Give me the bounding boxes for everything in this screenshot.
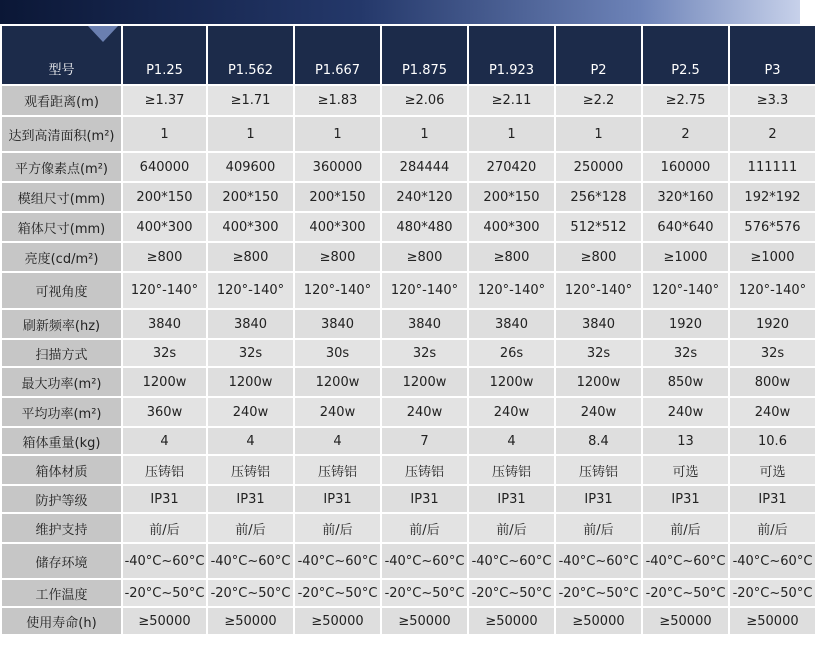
spec-value: -40°C~60°C (294, 543, 381, 579)
spec-value: 200*150 (468, 182, 555, 212)
spec-row (1, 212, 816, 242)
spec-value: 3840 (555, 309, 642, 339)
model-header: P1.562 (207, 25, 294, 85)
spec-value: 32s (642, 339, 729, 367)
spec-value: 1200w (122, 367, 207, 397)
spec-value: 240*120 (381, 182, 468, 212)
spec-value: ≥50000 (729, 607, 816, 635)
spec-value: ≥50000 (294, 607, 381, 635)
spec-value: 512*512 (555, 212, 642, 242)
spec-value: 1 (555, 116, 642, 152)
spec-value: ≥50000 (468, 607, 555, 635)
spec-value: ≥2.11 (468, 85, 555, 116)
spec-value: -20°C~50°C (294, 579, 381, 607)
spec-value: IP31 (294, 485, 381, 513)
spec-value: 3840 (122, 309, 207, 339)
model-header: P2 (555, 25, 642, 85)
spec-value: 1 (468, 116, 555, 152)
spec-label: 扫描方式 (1, 339, 122, 367)
spec-value: -40°C~60°C (468, 543, 555, 579)
spec-value: 111111 (729, 152, 816, 182)
top-gradient-band (0, 0, 800, 24)
spec-label: 维护支持 (1, 513, 122, 543)
spec-label: 防护等级 (1, 485, 122, 513)
spec-row (1, 272, 816, 309)
spec-row (1, 607, 816, 635)
spec-value: IP31 (381, 485, 468, 513)
spec-value: ≥800 (381, 242, 468, 272)
spec-row (1, 513, 816, 543)
spec-value: 576*576 (729, 212, 816, 242)
spec-value: ≥1000 (642, 242, 729, 272)
spec-value: -40°C~60°C (122, 543, 207, 579)
spec-value: ≥50000 (642, 607, 729, 635)
spec-value: ≥800 (207, 242, 294, 272)
spec-label: 储存环境 (1, 543, 122, 579)
spec-label: 可视角度 (1, 272, 122, 309)
spec-value: 120°-140° (207, 272, 294, 309)
spec-value: 850w (642, 367, 729, 397)
spec-value: 250000 (555, 152, 642, 182)
spec-value: 120°-140° (381, 272, 468, 309)
spec-value: -40°C~60°C (381, 543, 468, 579)
spec-value: 360000 (294, 152, 381, 182)
spec-row (1, 116, 816, 152)
spec-value: ≥50000 (122, 607, 207, 635)
spec-value: ≥50000 (381, 607, 468, 635)
spec-value: 8.4 (555, 427, 642, 455)
spec-value: 前/后 (642, 513, 729, 543)
spec-label: 达到高清面积(m²) (1, 116, 122, 152)
spec-label: 模组尺寸(mm) (1, 182, 122, 212)
spec-value: 2 (729, 116, 816, 152)
spec-value: IP31 (555, 485, 642, 513)
spec-row (1, 579, 816, 607)
spec-value: 1200w (555, 367, 642, 397)
spec-label: 箱体尺寸(mm) (1, 212, 122, 242)
spec-value: 压铸铝 (294, 455, 381, 485)
spec-value: -20°C~50°C (642, 579, 729, 607)
model-header: P1.923 (468, 25, 555, 85)
spec-value: 前/后 (555, 513, 642, 543)
spec-row (1, 242, 816, 272)
spec-value: 240w (642, 397, 729, 427)
model-header: P1.667 (294, 25, 381, 85)
spec-label: 亮度(cd/m²) (1, 242, 122, 272)
spec-value: 160000 (642, 152, 729, 182)
spec-value: 120°-140° (555, 272, 642, 309)
spec-value: 10.6 (729, 427, 816, 455)
header-notch-arrow (88, 26, 118, 42)
spec-value: 284444 (381, 152, 468, 182)
spec-value: 压铸铝 (207, 455, 294, 485)
spec-value: 270420 (468, 152, 555, 182)
spec-value: 120°-140° (642, 272, 729, 309)
spec-value: 压铸铝 (122, 455, 207, 485)
spec-value: 前/后 (294, 513, 381, 543)
spec-value: 前/后 (468, 513, 555, 543)
spec-value: 400*300 (294, 212, 381, 242)
spec-value: 1 (381, 116, 468, 152)
spec-value: ≥800 (468, 242, 555, 272)
spec-value: 480*480 (381, 212, 468, 242)
header-label-cell (1, 25, 122, 85)
spec-value: 前/后 (729, 513, 816, 543)
spec-value: 400*300 (468, 212, 555, 242)
spec-value: 200*150 (122, 182, 207, 212)
spec-value: IP31 (207, 485, 294, 513)
spec-value: 32s (381, 339, 468, 367)
spec-value: 13 (642, 427, 729, 455)
spec-label: 箱体材质 (1, 455, 122, 485)
spec-value: ≥1.37 (122, 85, 207, 116)
spec-value: 640000 (122, 152, 207, 182)
spec-value: ≥50000 (207, 607, 294, 635)
header-label: 型号 (48, 63, 75, 78)
spec-value: ≥2.06 (381, 85, 468, 116)
spec-value: -20°C~50°C (729, 579, 816, 607)
spec-value: ≥800 (294, 242, 381, 272)
spec-value: -40°C~60°C (642, 543, 729, 579)
spec-value: 压铸铝 (468, 455, 555, 485)
spec-value: 可选 (642, 455, 729, 485)
spec-value: 120°-140° (294, 272, 381, 309)
spec-value: 1 (294, 116, 381, 152)
spec-row (1, 485, 816, 513)
spec-value: 26s (468, 339, 555, 367)
spec-value: 1920 (729, 309, 816, 339)
spec-value: 120°-140° (122, 272, 207, 309)
spec-value: 3840 (294, 309, 381, 339)
spec-value: -40°C~60°C (207, 543, 294, 579)
spec-row (1, 182, 816, 212)
spec-value: 800w (729, 367, 816, 397)
spec-value: ≥1.83 (294, 85, 381, 116)
spec-value: ≥800 (555, 242, 642, 272)
spec-label: 工作温度 (1, 579, 122, 607)
spec-value: 120°-140° (468, 272, 555, 309)
spec-value: -20°C~50°C (381, 579, 468, 607)
spec-value: 前/后 (207, 513, 294, 543)
spec-value: ≥2.75 (642, 85, 729, 116)
spec-value: ≥50000 (555, 607, 642, 635)
spec-value: 1200w (294, 367, 381, 397)
spec-value: 240w (294, 397, 381, 427)
spec-value: 240w (468, 397, 555, 427)
spec-value: ≥1000 (729, 242, 816, 272)
spec-label: 箱体重量(kg) (1, 427, 122, 455)
spec-value: IP31 (468, 485, 555, 513)
spec-value: 32s (729, 339, 816, 367)
spec-value: 3840 (468, 309, 555, 339)
spec-value: 200*150 (207, 182, 294, 212)
spec-value: 400*300 (207, 212, 294, 242)
spec-label: 平均功率(m²) (1, 397, 122, 427)
spec-value: 240w (207, 397, 294, 427)
spec-value: 1200w (468, 367, 555, 397)
spec-row (1, 397, 816, 427)
model-header: P2.5 (642, 25, 729, 85)
spec-value: 1 (207, 116, 294, 152)
spec-label: 使用寿命(h) (1, 607, 122, 635)
spec-row (1, 85, 816, 116)
model-header: P1.25 (122, 25, 207, 85)
spec-table (0, 24, 817, 636)
spec-value: IP31 (729, 485, 816, 513)
spec-value: 4 (207, 427, 294, 455)
spec-value: 1200w (381, 367, 468, 397)
spec-label: 最大功率(m²) (1, 367, 122, 397)
spec-value: 400*300 (122, 212, 207, 242)
spec-value: -40°C~60°C (555, 543, 642, 579)
spec-value: IP31 (122, 485, 207, 513)
spec-value: 前/后 (381, 513, 468, 543)
spec-value: 3840 (207, 309, 294, 339)
spec-value: 32s (555, 339, 642, 367)
spec-value: ≥1.71 (207, 85, 294, 116)
spec-value: 120°-140° (729, 272, 816, 309)
spec-value: 360w (122, 397, 207, 427)
spec-value: 640*640 (642, 212, 729, 242)
spec-value: 前/后 (122, 513, 207, 543)
spec-value: IP31 (642, 485, 729, 513)
spec-value: 压铸铝 (381, 455, 468, 485)
header-row (1, 25, 816, 85)
spec-value: 2 (642, 116, 729, 152)
spec-value: -20°C~50°C (468, 579, 555, 607)
spec-row (1, 543, 816, 579)
spec-row (1, 309, 816, 339)
spec-value: 可选 (729, 455, 816, 485)
spec-value: -20°C~50°C (207, 579, 294, 607)
spec-value: 压铸铝 (555, 455, 642, 485)
spec-value: 192*192 (729, 182, 816, 212)
spec-value: 240w (381, 397, 468, 427)
spec-value: 240w (555, 397, 642, 427)
spec-value: 30s (294, 339, 381, 367)
model-header: P3 (729, 25, 816, 85)
spec-value: 4 (468, 427, 555, 455)
spec-value: -40°C~60°C (729, 543, 816, 579)
spec-value: 240w (729, 397, 816, 427)
spec-value: 1200w (207, 367, 294, 397)
spec-row (1, 339, 816, 367)
spec-value: 3840 (381, 309, 468, 339)
spec-label: 平方像素点(m²) (1, 152, 122, 182)
spec-value: 1920 (642, 309, 729, 339)
spec-label: 观看距离(m) (1, 85, 122, 116)
model-header: P1.875 (381, 25, 468, 85)
spec-value: ≥800 (122, 242, 207, 272)
spec-value: 32s (122, 339, 207, 367)
spec-value: 320*160 (642, 182, 729, 212)
spec-row (1, 427, 816, 455)
spec-label: 刷新频率(hz) (1, 309, 122, 339)
spec-value: 200*150 (294, 182, 381, 212)
spec-value: ≥3.3 (729, 85, 816, 116)
spec-value: -20°C~50°C (555, 579, 642, 607)
spec-value: ≥2.2 (555, 85, 642, 116)
spec-value: 4 (294, 427, 381, 455)
spec-value: 32s (207, 339, 294, 367)
spec-row (1, 152, 816, 182)
spec-row (1, 367, 816, 397)
spec-value: 4 (122, 427, 207, 455)
spec-row (1, 455, 816, 485)
spec-value: 409600 (207, 152, 294, 182)
spec-value: 1 (122, 116, 207, 152)
spec-value: 7 (381, 427, 468, 455)
spec-value: -20°C~50°C (122, 579, 207, 607)
spec-value: 256*128 (555, 182, 642, 212)
